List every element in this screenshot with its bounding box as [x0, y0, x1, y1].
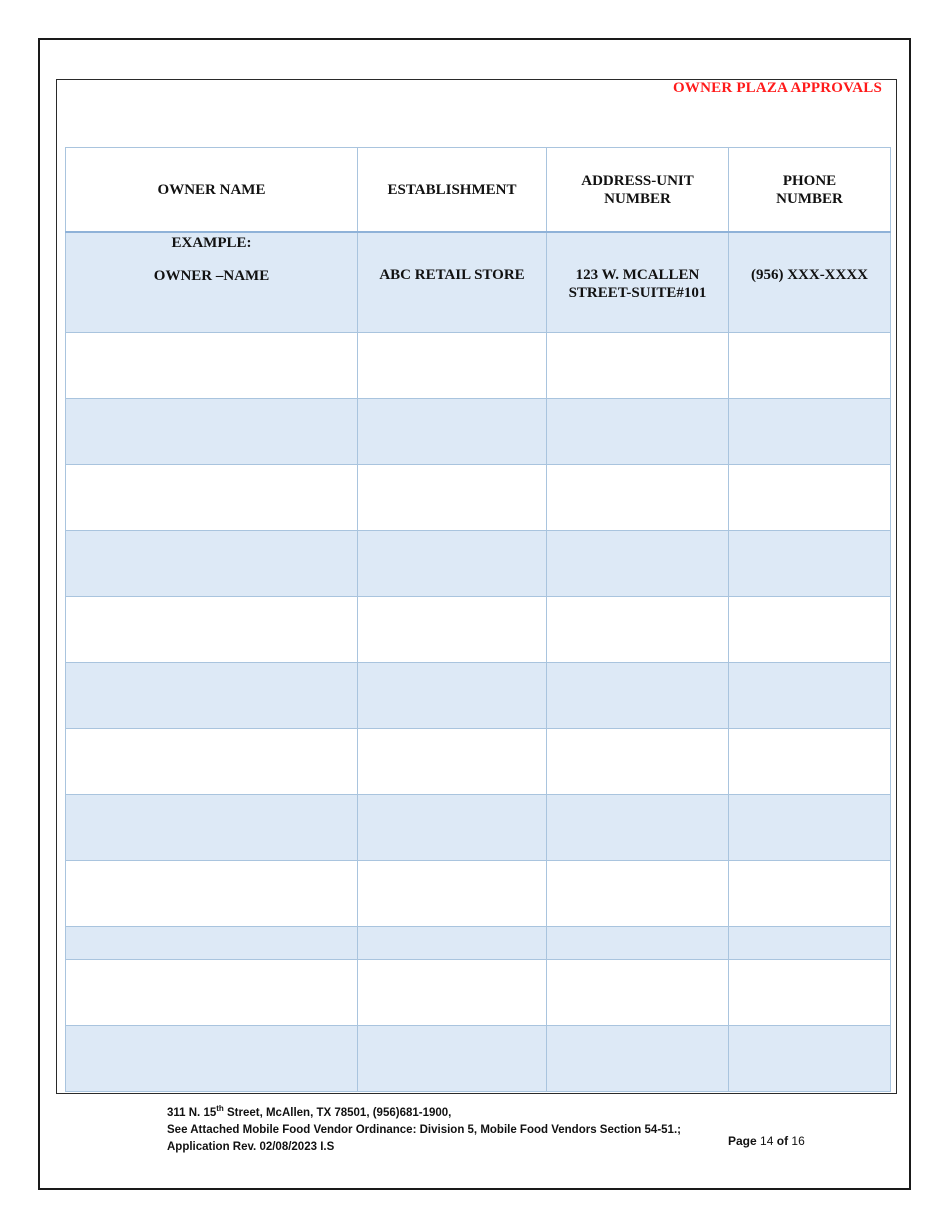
phone-cell[interactable]	[729, 1026, 891, 1092]
owner-name-cell[interactable]	[66, 729, 358, 795]
owner-name-cell[interactable]	[66, 531, 358, 597]
owner-approvals-table	[65, 147, 891, 1092]
address-cell[interactable]	[547, 960, 729, 1026]
owner-name-cell[interactable]	[66, 927, 358, 960]
owner-name-cell[interactable]	[66, 1026, 358, 1092]
establishment-cell[interactable]	[358, 663, 547, 729]
phone-cell[interactable]	[729, 795, 891, 861]
address-cell[interactable]	[547, 795, 729, 861]
owner-name-cell[interactable]	[66, 795, 358, 861]
establishment-cell[interactable]	[358, 465, 547, 531]
establishment-cell[interactable]	[358, 1026, 547, 1092]
table-row	[66, 597, 891, 663]
phone-cell[interactable]	[729, 927, 891, 960]
table-row	[66, 927, 891, 960]
establishment-cell[interactable]	[358, 531, 547, 597]
address-cell[interactable]	[547, 1026, 729, 1092]
phone-cell[interactable]	[729, 960, 891, 1026]
table-row	[66, 729, 891, 795]
address-cell[interactable]	[547, 597, 729, 663]
establishment-cell[interactable]	[358, 960, 547, 1026]
phone-cell[interactable]	[729, 861, 891, 927]
owner-name-cell[interactable]	[66, 399, 358, 465]
owner-name-cell[interactable]	[66, 333, 358, 399]
phone-cell[interactable]	[729, 333, 891, 399]
page-number: Page 14 of 16	[728, 1134, 805, 1148]
phone-cell[interactable]	[729, 663, 891, 729]
address-cell[interactable]	[547, 729, 729, 795]
table-row	[66, 465, 891, 531]
example-establishment-cell	[358, 232, 547, 333]
address-cell[interactable]	[547, 927, 729, 960]
header-owner-name: OWNER NAME	[66, 148, 358, 233]
table-header-row	[66, 148, 891, 233]
example-label: EXAMPLE:	[171, 235, 252, 251]
table-row	[66, 663, 891, 729]
address-cell[interactable]	[547, 861, 729, 927]
example-establishment: ABC RETAIL STORE	[379, 267, 525, 283]
phone-cell[interactable]	[729, 531, 891, 597]
establishment-cell[interactable]	[358, 927, 547, 960]
table-row	[66, 795, 891, 861]
phone-cell[interactable]	[729, 597, 891, 663]
establishment-cell[interactable]	[358, 333, 547, 399]
establishment-cell[interactable]	[358, 795, 547, 861]
header-address-unit: ADDRESS-UNIT NUMBER	[547, 148, 729, 233]
address-cell[interactable]	[547, 399, 729, 465]
table-row	[66, 1026, 891, 1092]
table-row	[66, 333, 891, 399]
page-title: OWNER PLAZA APPROVALS	[673, 80, 882, 96]
page-footer	[167, 1100, 807, 1156]
example-address: 123 W. MCALLEN STREET-SUITE#101	[568, 267, 707, 301]
owner-name-cell[interactable]	[66, 465, 358, 531]
owner-name-cell[interactable]	[66, 597, 358, 663]
footer-ordinance: See Attached Mobile Food Vendor Ordinance: Division 5, Mobile Food Vendors Section 54-51.;	[167, 1123, 681, 1136]
example-owner-cell	[66, 232, 358, 333]
address-cell[interactable]	[547, 663, 729, 729]
footer-revision: Application Rev. 02/08/2023 I.S	[167, 1140, 335, 1153]
owner-name-cell[interactable]	[66, 663, 358, 729]
example-phone-cell	[729, 232, 891, 333]
establishment-cell[interactable]	[358, 399, 547, 465]
example-owner: OWNER –NAME	[153, 268, 270, 284]
example-address-cell	[547, 232, 729, 333]
table-row	[66, 399, 891, 465]
address-cell[interactable]	[547, 465, 729, 531]
header-phone-number: PHONE NUMBER	[729, 148, 891, 233]
establishment-cell[interactable]	[358, 861, 547, 927]
table-row	[66, 960, 891, 1026]
form-frame	[56, 79, 897, 1094]
header-establishment: ESTABLISHMENT	[358, 148, 547, 233]
table-row	[66, 531, 891, 597]
address-cell[interactable]	[547, 531, 729, 597]
table-row	[66, 861, 891, 927]
phone-cell[interactable]	[729, 399, 891, 465]
owner-name-cell[interactable]	[66, 960, 358, 1026]
phone-cell[interactable]	[729, 729, 891, 795]
establishment-cell[interactable]	[358, 729, 547, 795]
footer-address: 311 N. 15th Street, McAllen, TX 78501, (956)681-1900,	[167, 1104, 452, 1119]
phone-cell[interactable]	[729, 465, 891, 531]
owner-name-cell[interactable]	[66, 861, 358, 927]
example-row	[66, 232, 891, 333]
example-phone: (956) XXX-XXXX	[750, 267, 869, 283]
address-cell[interactable]	[547, 333, 729, 399]
establishment-cell[interactable]	[358, 597, 547, 663]
